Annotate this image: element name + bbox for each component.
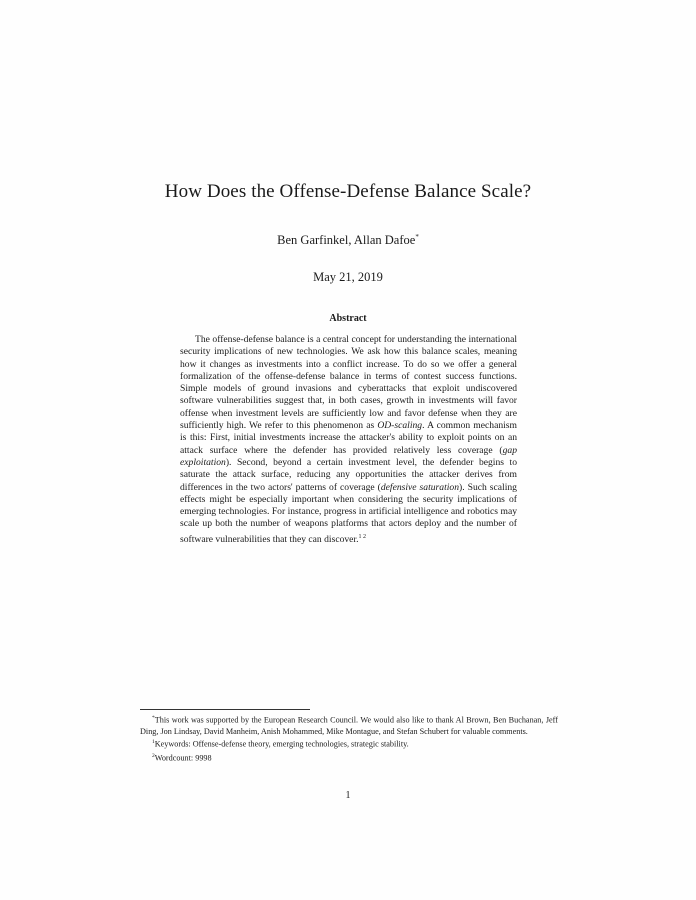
footnote-rule — [140, 709, 310, 710]
abstract-text-1: The offense-defense balance is a central concept for understanding the international security implications of new technologies. We ask how this balance scales, meaning how it changes as investments into a conflict increase. To do so we offer a general formalization of the offense-defense balance in terms of contest success functions. Simple models of ground invasions and cyberattacks that exploit undiscovered software vulnerabilities suggest that, in both cases, growth in investments will favor offense when investment levels are sufficiently low and favor defense when they are sufficiently high. We refer to this phenomenon as — [180, 334, 517, 432]
authors-footnote-mark: * — [415, 233, 419, 241]
footnote-wordcount — [140, 751, 558, 765]
footnotes — [140, 713, 558, 764]
abstract-text-4: ). Such scaling effects might be especially important when considering the security implications of emerging technologies. For instance, progress in artificial intelligence and robotics may scale up both the number of weapons platforms that actors deploy and the number of software vulnerabilities that they can discover. — [180, 481, 517, 545]
footnote-text: This work was supported by the European Research Council. We would also like to thank Al Brown, Ben Buchanan, Jeff Ding, Jon Lindsay, David Manheim, Anish Mohammed, Mike Montague, and Stefan Schubert for valuable comments. — [140, 715, 558, 736]
page-number: 1 — [345, 790, 351, 801]
paper-title: How Does the Offense-Defense Balance Scale? — [164, 181, 532, 202]
footnote-text: Wordcount: 9998 — [154, 753, 212, 763]
abstract-heading: Abstract — [329, 313, 367, 324]
authors-line — [0, 233, 696, 248]
abstract-term-gap-exploitation: gap exploitation — [180, 444, 517, 468]
abstract-footnote-marks: 1 2 — [358, 533, 366, 540]
abstract-text-3: ). Second, beyond a certain investment level, the defender begins to saturate the attack surface, reducing any opportunities the attacker derives from differences in the two actors' patterns of coverage ( — [180, 456, 517, 493]
footnote-keywords — [140, 737, 558, 751]
footnote-mark: 1 — [152, 739, 155, 746]
footnote-text: Keywords: Offense-defense theory, emerging technologies, strategic stability. — [154, 740, 409, 750]
authors-names: Ben Garfinkel, Allan Dafoe — [277, 233, 416, 248]
abstract-term-defensive-saturation: defensive saturation — [380, 481, 460, 493]
abstract-body — [180, 334, 517, 546]
footnote-mark: * — [152, 715, 155, 721]
abstract-term-od-scaling: OD-scaling — [377, 420, 423, 432]
footnote-mark: 2 — [152, 752, 155, 759]
abstract-text-2: . A common mechanism is this: First, initial investments increase the attacker's ability to exploit points on an attack surface where the defender has provided relatively less coverage ( — [180, 420, 517, 456]
footnote-acknowledgement — [140, 713, 558, 737]
paper-date: May 21, 2019 — [313, 270, 383, 284]
